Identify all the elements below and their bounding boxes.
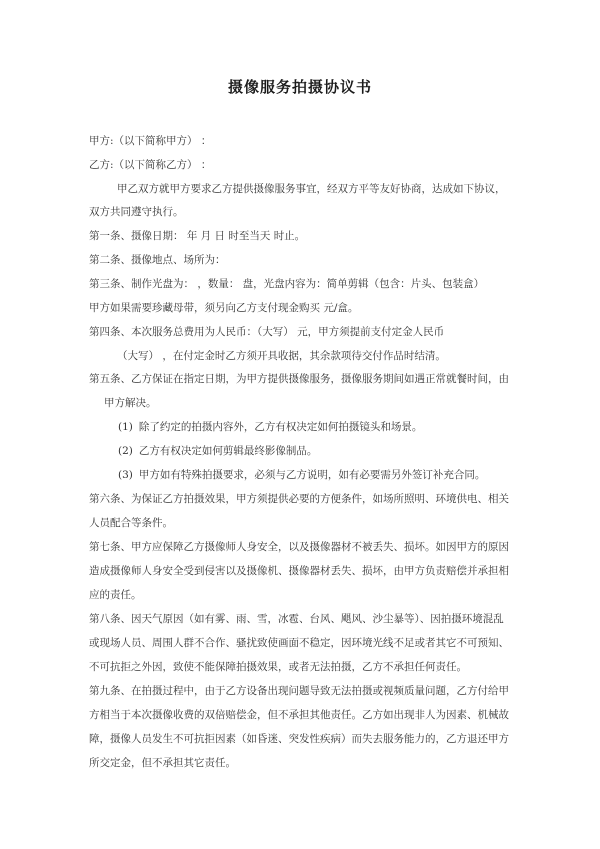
article-3-line-2: 甲方如果需要珍藏母带，须另向乙方支付现金购买 元/盒。 <box>89 302 359 314</box>
article-5-item-2 <box>118 444 317 458</box>
article-8-line-2: 或现场人员、周围人群不合作、骚扰致使画面不稳定，因环境光线不足或者其它不可预知、 <box>89 637 509 649</box>
article-5-item-1 <box>118 420 422 434</box>
article-1: 第一条、摄像日期： 年 月 日 时至当天 时止。 <box>89 230 306 242</box>
party-a-line: 甲方:（以下简称甲方） ： <box>89 135 212 147</box>
intro-line-2: 双方共同遵守执行。 <box>89 206 184 218</box>
article-9-line-4: 所交定金，但不承担其它责任。 <box>89 757 236 769</box>
article-7-line-1: 第七条、甲方应保障乙方摄像师人身安全，以及摄像器材不被丢失、损坏。如因甲方的原因 <box>89 541 509 553</box>
item-text: 乙方有权决定如何剪辑最终影像制品。 <box>138 445 318 457</box>
article-8-line-3: 不可抗拒之外因，致使不能保障拍摄效果，或者无法拍摄，乙方不承担任何责任。 <box>89 661 467 673</box>
article-5-line-1: 第五条、乙方保证在指定日期，为甲方提供摄像服务，摄像服务期间如遇正常就餐时间，由 <box>89 373 509 385</box>
article-7-line-3: 应的责任。 <box>89 589 142 601</box>
article-8-line-1: 第八条、因天气原因（如有雾、雨、雪，冰雹、台风、飓风、沙尘暴等）、因拍摄环境混乱 <box>89 613 504 625</box>
article-5-line-2: 甲方解决。 <box>104 397 157 409</box>
article-4-line-1: 第四条、本次服务总费用为人民币：（大写） 元，甲方须提前支付定金人民币 <box>89 326 445 338</box>
intro-line-1: 甲乙双方就甲方要求乙方提供摄像服务事宜，经双方平等友好协商，达成如下协议， <box>117 183 506 195</box>
article-9-line-1: 第九条、在拍摄过程中，由于乙方设备出现问题导致无法拍摄或视频质量问题，乙方付给甲 <box>89 685 509 697</box>
party-b-line: 乙方:（以下简称乙方） ： <box>89 159 212 171</box>
article-6-line-2: 人员配合等条件。 <box>89 517 173 529</box>
article-7-line-2: 造成摄像师人身安全受到侵害以及摄像机、摄像器材丢失、损坏，由甲方负责赔偿并承担相 <box>89 565 509 577</box>
article-9-line-3: 障，摄像人员发生不可抗拒因素（如昏迷、突发性疾病）而失去服务能力的，乙方退还甲方 <box>89 733 509 745</box>
item-number: (3) <box>118 469 133 481</box>
item-number: (2) <box>118 445 133 457</box>
article-3-line-1: 第三条、制作光盘为： ，数量： 盘，光盘内容为：简单剪辑（包含：片头、包装盒） <box>89 278 485 290</box>
item-text: 除了约定的拍摄内容外，乙方有权决定如何拍摄镜头和场景。 <box>138 421 423 433</box>
item-text: 甲方如有特殊拍摄要求，必须与乙方说明，如有必要需另外签订补充合同。 <box>138 469 486 481</box>
article-2: 第二条、摄像地点、场所为： <box>89 254 226 266</box>
document-title: 摄像服务拍摄协议书 <box>227 78 372 96</box>
article-4-line-2: （大写） ，在付定金时乙方须开具收据，其余款项待交付作品时结清。 <box>117 350 446 362</box>
article-9-line-2: 方相当于本次摄像收费的双倍赔偿金，但不承担其他责任。乙方如出现非人为因素、机械故 <box>89 709 509 721</box>
article-5-item-3 <box>118 468 485 482</box>
item-number: (1) <box>118 421 133 433</box>
article-6-line-1: 第六条、为保证乙方拍摄效果，甲方须提供必要的方便条件，如场所照明、环境供电、相关 <box>89 493 509 505</box>
